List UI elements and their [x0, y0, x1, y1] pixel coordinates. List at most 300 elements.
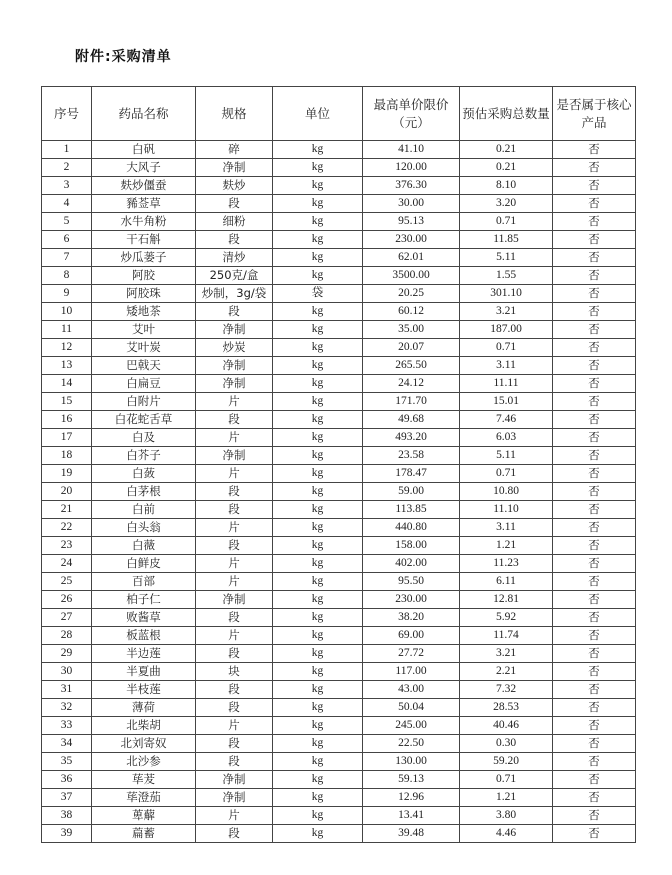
- table-row: [42, 771, 636, 789]
- cell-quantity: 11.74: [460, 627, 553, 645]
- cell-max-price: 59.13: [363, 771, 460, 789]
- cell-core-product: 否: [553, 555, 636, 573]
- cell-index: 4: [42, 195, 92, 213]
- cell-unit: kg: [273, 789, 363, 807]
- cell-max-price: 43.00: [363, 681, 460, 699]
- cell-spec: 段: [196, 735, 273, 753]
- cell-spec: 片: [196, 519, 273, 537]
- table-row: [42, 717, 636, 735]
- cell-unit: kg: [273, 807, 363, 825]
- cell-spec: 段: [196, 411, 273, 429]
- cell-spec: 片: [196, 393, 273, 411]
- cell-drug-name: 白薇: [92, 537, 196, 555]
- cell-spec: 片: [196, 429, 273, 447]
- cell-spec: 净制: [196, 375, 273, 393]
- cell-core-product: 否: [553, 573, 636, 591]
- cell-drug-name: 白茅根: [92, 483, 196, 501]
- table-row: [42, 285, 636, 303]
- cell-max-price: 440.80: [363, 519, 460, 537]
- cell-max-price: 20.07: [363, 339, 460, 357]
- cell-core-product: 否: [553, 465, 636, 483]
- cell-core-product: 否: [553, 429, 636, 447]
- table-row: [42, 789, 636, 807]
- cell-core-product: 否: [553, 771, 636, 789]
- cell-quantity: 3.20: [460, 195, 553, 213]
- cell-unit: kg: [273, 303, 363, 321]
- cell-spec: 段: [196, 501, 273, 519]
- cell-quantity: 0.21: [460, 159, 553, 177]
- cell-unit: kg: [273, 249, 363, 267]
- table-row: [42, 681, 636, 699]
- table-row: [42, 141, 636, 159]
- cell-quantity: 4.46: [460, 825, 553, 843]
- cell-core-product: 否: [553, 645, 636, 663]
- cell-drug-name: 薄荷: [92, 699, 196, 717]
- cell-index: 12: [42, 339, 92, 357]
- cell-core-product: 否: [553, 609, 636, 627]
- table-row: [42, 267, 636, 285]
- cell-unit: kg: [273, 321, 363, 339]
- cell-unit: 袋: [273, 285, 363, 303]
- cell-quantity: 6.11: [460, 573, 553, 591]
- cell-unit: kg: [273, 195, 363, 213]
- cell-spec: 净制: [196, 789, 273, 807]
- cell-max-price: 30.00: [363, 195, 460, 213]
- cell-max-price: 230.00: [363, 591, 460, 609]
- cell-drug-name: 白花蛇舌草: [92, 411, 196, 429]
- cell-quantity: 2.21: [460, 663, 553, 681]
- cell-spec: 片: [196, 573, 273, 591]
- cell-quantity: 3.21: [460, 303, 553, 321]
- cell-index: 31: [42, 681, 92, 699]
- cell-max-price: 95.50: [363, 573, 460, 591]
- cell-core-product: 否: [553, 825, 636, 843]
- cell-core-product: 否: [553, 735, 636, 753]
- table-row: [42, 393, 636, 411]
- cell-unit: kg: [273, 501, 363, 519]
- cell-drug-name: 白头翁: [92, 519, 196, 537]
- cell-index: 34: [42, 735, 92, 753]
- cell-drug-name: 败酱草: [92, 609, 196, 627]
- cell-max-price: 13.41: [363, 807, 460, 825]
- cell-index: 1: [42, 141, 92, 159]
- table-row: [42, 465, 636, 483]
- cell-spec: 段: [196, 681, 273, 699]
- cell-core-product: 否: [553, 789, 636, 807]
- cell-drug-name: 板蓝根: [92, 627, 196, 645]
- cell-drug-name: 白及: [92, 429, 196, 447]
- cell-index: 8: [42, 267, 92, 285]
- cell-core-product: 否: [553, 321, 636, 339]
- cell-quantity: 3.21: [460, 645, 553, 663]
- header-drug-name: 药品名称: [92, 87, 196, 141]
- cell-spec: 片: [196, 465, 273, 483]
- table-row: [42, 753, 636, 771]
- cell-max-price: 3500.00: [363, 267, 460, 285]
- cell-max-price: 402.00: [363, 555, 460, 573]
- cell-quantity: 59.20: [460, 753, 553, 771]
- cell-unit: kg: [273, 177, 363, 195]
- cell-spec: 细粉: [196, 213, 273, 231]
- header-unit: 单位: [273, 87, 363, 141]
- cell-unit: kg: [273, 393, 363, 411]
- cell-max-price: 24.12: [363, 375, 460, 393]
- cell-index: 5: [42, 213, 92, 231]
- cell-unit: kg: [273, 213, 363, 231]
- cell-index: 17: [42, 429, 92, 447]
- cell-max-price: 95.13: [363, 213, 460, 231]
- table-row: [42, 735, 636, 753]
- cell-quantity: 1.55: [460, 267, 553, 285]
- cell-unit: kg: [273, 717, 363, 735]
- cell-quantity: 0.71: [460, 465, 553, 483]
- table-row: [42, 159, 636, 177]
- table-row: [42, 627, 636, 645]
- cell-index: 22: [42, 519, 92, 537]
- cell-quantity: 15.01: [460, 393, 553, 411]
- cell-unit: kg: [273, 681, 363, 699]
- cell-max-price: 117.00: [363, 663, 460, 681]
- table-row: [42, 519, 636, 537]
- cell-unit: kg: [273, 357, 363, 375]
- cell-spec: 净制: [196, 357, 273, 375]
- cell-drug-name: 矮地茶: [92, 303, 196, 321]
- cell-spec: 段: [196, 753, 273, 771]
- cell-max-price: 23.58: [363, 447, 460, 465]
- cell-core-product: 否: [553, 807, 636, 825]
- cell-drug-name: 白芥子: [92, 447, 196, 465]
- cell-unit: kg: [273, 231, 363, 249]
- table-row: [42, 825, 636, 843]
- cell-unit: kg: [273, 771, 363, 789]
- cell-spec: 碎: [196, 141, 273, 159]
- cell-core-product: 否: [553, 141, 636, 159]
- cell-drug-name: 艾叶: [92, 321, 196, 339]
- cell-drug-name: 麸炒僵蚕: [92, 177, 196, 195]
- cell-index: 20: [42, 483, 92, 501]
- cell-drug-name: 白矾: [92, 141, 196, 159]
- cell-max-price: 245.00: [363, 717, 460, 735]
- cell-max-price: 59.00: [363, 483, 460, 501]
- cell-max-price: 35.00: [363, 321, 460, 339]
- cell-quantity: 3.11: [460, 519, 553, 537]
- cell-core-product: 否: [553, 627, 636, 645]
- cell-drug-name: 巴戟天: [92, 357, 196, 375]
- table-row: [42, 807, 636, 825]
- table-row: [42, 663, 636, 681]
- cell-drug-name: 白附片: [92, 393, 196, 411]
- cell-max-price: 39.48: [363, 825, 460, 843]
- cell-index: 23: [42, 537, 92, 555]
- cell-spec: 净制: [196, 591, 273, 609]
- cell-max-price: 376.30: [363, 177, 460, 195]
- header-spec: 规格: [196, 87, 273, 141]
- cell-unit: kg: [273, 411, 363, 429]
- cell-spec: 麸炒: [196, 177, 273, 195]
- cell-core-product: 否: [553, 339, 636, 357]
- cell-drug-name: 百部: [92, 573, 196, 591]
- cell-spec: 段: [196, 609, 273, 627]
- cell-index: 25: [42, 573, 92, 591]
- cell-core-product: 否: [553, 195, 636, 213]
- table-row: [42, 357, 636, 375]
- cell-quantity: 7.32: [460, 681, 553, 699]
- cell-spec: 炒制，3g/袋: [196, 285, 273, 303]
- cell-index: 19: [42, 465, 92, 483]
- cell-drug-name: 半夏曲: [92, 663, 196, 681]
- cell-max-price: 171.70: [363, 393, 460, 411]
- cell-core-product: 否: [553, 357, 636, 375]
- cell-spec: 段: [196, 195, 273, 213]
- cell-unit: kg: [273, 573, 363, 591]
- table-row: [42, 429, 636, 447]
- cell-quantity: 1.21: [460, 537, 553, 555]
- cell-unit: kg: [273, 753, 363, 771]
- cell-index: 13: [42, 357, 92, 375]
- cell-spec: 块: [196, 663, 273, 681]
- cell-index: 9: [42, 285, 92, 303]
- cell-core-product: 否: [553, 285, 636, 303]
- cell-quantity: 0.71: [460, 339, 553, 357]
- table-row: [42, 339, 636, 357]
- cell-max-price: 38.20: [363, 609, 460, 627]
- cell-max-price: 49.68: [363, 411, 460, 429]
- cell-max-price: 113.85: [363, 501, 460, 519]
- table-row: [42, 195, 636, 213]
- table-row: [42, 555, 636, 573]
- cell-drug-name: 白蔹: [92, 465, 196, 483]
- cell-drug-name: 白前: [92, 501, 196, 519]
- cell-index: 21: [42, 501, 92, 519]
- cell-drug-name: 阿胶: [92, 267, 196, 285]
- procurement-table: [41, 86, 636, 843]
- cell-spec: 段: [196, 537, 273, 555]
- table-row: [42, 501, 636, 519]
- cell-core-product: 否: [553, 159, 636, 177]
- cell-spec: 清炒: [196, 249, 273, 267]
- cell-index: 29: [42, 645, 92, 663]
- cell-core-product: 否: [553, 519, 636, 537]
- cell-drug-name: 北沙参: [92, 753, 196, 771]
- cell-unit: kg: [273, 429, 363, 447]
- cell-index: 15: [42, 393, 92, 411]
- cell-quantity: 5.92: [460, 609, 553, 627]
- table-row: [42, 573, 636, 591]
- cell-index: 26: [42, 591, 92, 609]
- cell-quantity: 3.80: [460, 807, 553, 825]
- cell-drug-name: 萆薢: [92, 807, 196, 825]
- cell-unit: kg: [273, 141, 363, 159]
- table-row: [42, 411, 636, 429]
- cell-max-price: 20.25: [363, 285, 460, 303]
- cell-max-price: 493.20: [363, 429, 460, 447]
- cell-drug-name: 北柴胡: [92, 717, 196, 735]
- cell-index: 32: [42, 699, 92, 717]
- cell-quantity: 1.21: [460, 789, 553, 807]
- cell-quantity: 3.11: [460, 357, 553, 375]
- cell-unit: kg: [273, 627, 363, 645]
- cell-drug-name: 荜茇: [92, 771, 196, 789]
- cell-spec: 段: [196, 699, 273, 717]
- cell-unit: kg: [273, 591, 363, 609]
- cell-index: 37: [42, 789, 92, 807]
- cell-spec: 250克/盒: [196, 267, 273, 285]
- cell-core-product: 否: [553, 537, 636, 555]
- cell-core-product: 否: [553, 411, 636, 429]
- cell-drug-name: 水牛角粉: [92, 213, 196, 231]
- table-row: [42, 231, 636, 249]
- cell-quantity: 0.71: [460, 213, 553, 231]
- cell-spec: 段: [196, 645, 273, 663]
- cell-unit: kg: [273, 699, 363, 717]
- cell-drug-name: 萹蓄: [92, 825, 196, 843]
- cell-index: 11: [42, 321, 92, 339]
- cell-quantity: 187.00: [460, 321, 553, 339]
- cell-unit: kg: [273, 465, 363, 483]
- cell-index: 14: [42, 375, 92, 393]
- cell-core-product: 否: [553, 393, 636, 411]
- table-row: [42, 483, 636, 501]
- cell-max-price: 62.01: [363, 249, 460, 267]
- cell-max-price: 12.96: [363, 789, 460, 807]
- cell-quantity: 10.80: [460, 483, 553, 501]
- cell-quantity: 0.30: [460, 735, 553, 753]
- table-body: [42, 141, 636, 843]
- cell-max-price: 22.50: [363, 735, 460, 753]
- cell-spec: 段: [196, 303, 273, 321]
- cell-index: 33: [42, 717, 92, 735]
- table-row: [42, 537, 636, 555]
- cell-core-product: 否: [553, 375, 636, 393]
- cell-core-product: 否: [553, 249, 636, 267]
- table-row: [42, 303, 636, 321]
- cell-spec: 净制: [196, 159, 273, 177]
- table-row: [42, 213, 636, 231]
- cell-quantity: 28.53: [460, 699, 553, 717]
- cell-max-price: 27.72: [363, 645, 460, 663]
- table-row: [42, 609, 636, 627]
- cell-unit: kg: [273, 375, 363, 393]
- cell-unit: kg: [273, 735, 363, 753]
- cell-index: 2: [42, 159, 92, 177]
- cell-core-product: 否: [553, 681, 636, 699]
- cell-core-product: 否: [553, 267, 636, 285]
- cell-quantity: 12.81: [460, 591, 553, 609]
- cell-quantity: 11.10: [460, 501, 553, 519]
- cell-quantity: 6.03: [460, 429, 553, 447]
- cell-spec: 段: [196, 231, 273, 249]
- header-quantity: 预估采购总数量: [460, 87, 553, 141]
- cell-quantity: 40.46: [460, 717, 553, 735]
- cell-spec: 片: [196, 627, 273, 645]
- cell-max-price: 178.47: [363, 465, 460, 483]
- cell-spec: 净制: [196, 447, 273, 465]
- cell-drug-name: 艾叶炭: [92, 339, 196, 357]
- cell-index: 6: [42, 231, 92, 249]
- cell-quantity: 5.11: [460, 447, 553, 465]
- cell-drug-name: 豨莶草: [92, 195, 196, 213]
- cell-unit: kg: [273, 663, 363, 681]
- cell-core-product: 否: [553, 483, 636, 501]
- cell-index: 36: [42, 771, 92, 789]
- cell-drug-name: 北刘寄奴: [92, 735, 196, 753]
- cell-unit: kg: [273, 447, 363, 465]
- cell-index: 7: [42, 249, 92, 267]
- cell-index: 27: [42, 609, 92, 627]
- table-row: [42, 249, 636, 267]
- cell-index: 18: [42, 447, 92, 465]
- cell-core-product: 否: [553, 231, 636, 249]
- cell-drug-name: 阿胶珠: [92, 285, 196, 303]
- cell-max-price: 130.00: [363, 753, 460, 771]
- table-row: [42, 447, 636, 465]
- cell-index: 16: [42, 411, 92, 429]
- cell-core-product: 否: [553, 177, 636, 195]
- cell-spec: 炒炭: [196, 339, 273, 357]
- header-max-price: 最高单价限价（元）: [363, 87, 460, 141]
- table-row: [42, 321, 636, 339]
- cell-drug-name: 半边莲: [92, 645, 196, 663]
- cell-drug-name: 半枝莲: [92, 681, 196, 699]
- cell-spec: 片: [196, 717, 273, 735]
- cell-core-product: 否: [553, 501, 636, 519]
- cell-index: 30: [42, 663, 92, 681]
- cell-max-price: 50.04: [363, 699, 460, 717]
- cell-core-product: 否: [553, 591, 636, 609]
- cell-unit: kg: [273, 519, 363, 537]
- cell-spec: 净制: [196, 771, 273, 789]
- cell-quantity: 11.11: [460, 375, 553, 393]
- cell-max-price: 69.00: [363, 627, 460, 645]
- cell-index: 28: [42, 627, 92, 645]
- cell-spec: 片: [196, 555, 273, 573]
- cell-spec: 段: [196, 483, 273, 501]
- cell-quantity: 301.10: [460, 285, 553, 303]
- table-header-row: [42, 87, 636, 141]
- table-row: [42, 645, 636, 663]
- cell-index: 38: [42, 807, 92, 825]
- cell-quantity: 0.21: [460, 141, 553, 159]
- cell-unit: kg: [273, 159, 363, 177]
- cell-quantity: 0.71: [460, 771, 553, 789]
- cell-core-product: 否: [553, 753, 636, 771]
- cell-max-price: 41.10: [363, 141, 460, 159]
- cell-unit: kg: [273, 483, 363, 501]
- cell-core-product: 否: [553, 213, 636, 231]
- cell-quantity: 5.11: [460, 249, 553, 267]
- cell-max-price: 265.50: [363, 357, 460, 375]
- page-title: 附件:采购清单: [75, 49, 172, 65]
- cell-drug-name: 荜澄茄: [92, 789, 196, 807]
- cell-drug-name: 柏子仁: [92, 591, 196, 609]
- cell-index: 10: [42, 303, 92, 321]
- table-row: [42, 591, 636, 609]
- cell-spec: 片: [196, 807, 273, 825]
- cell-unit: kg: [273, 537, 363, 555]
- cell-drug-name: 干石斛: [92, 231, 196, 249]
- cell-index: 35: [42, 753, 92, 771]
- cell-quantity: 11.85: [460, 231, 553, 249]
- cell-index: 39: [42, 825, 92, 843]
- cell-unit: kg: [273, 645, 363, 663]
- cell-drug-name: 大风子: [92, 159, 196, 177]
- table-row: [42, 375, 636, 393]
- cell-core-product: 否: [553, 699, 636, 717]
- cell-index: 24: [42, 555, 92, 573]
- cell-drug-name: 炒瓜蒌子: [92, 249, 196, 267]
- cell-max-price: 230.00: [363, 231, 460, 249]
- cell-quantity: 8.10: [460, 177, 553, 195]
